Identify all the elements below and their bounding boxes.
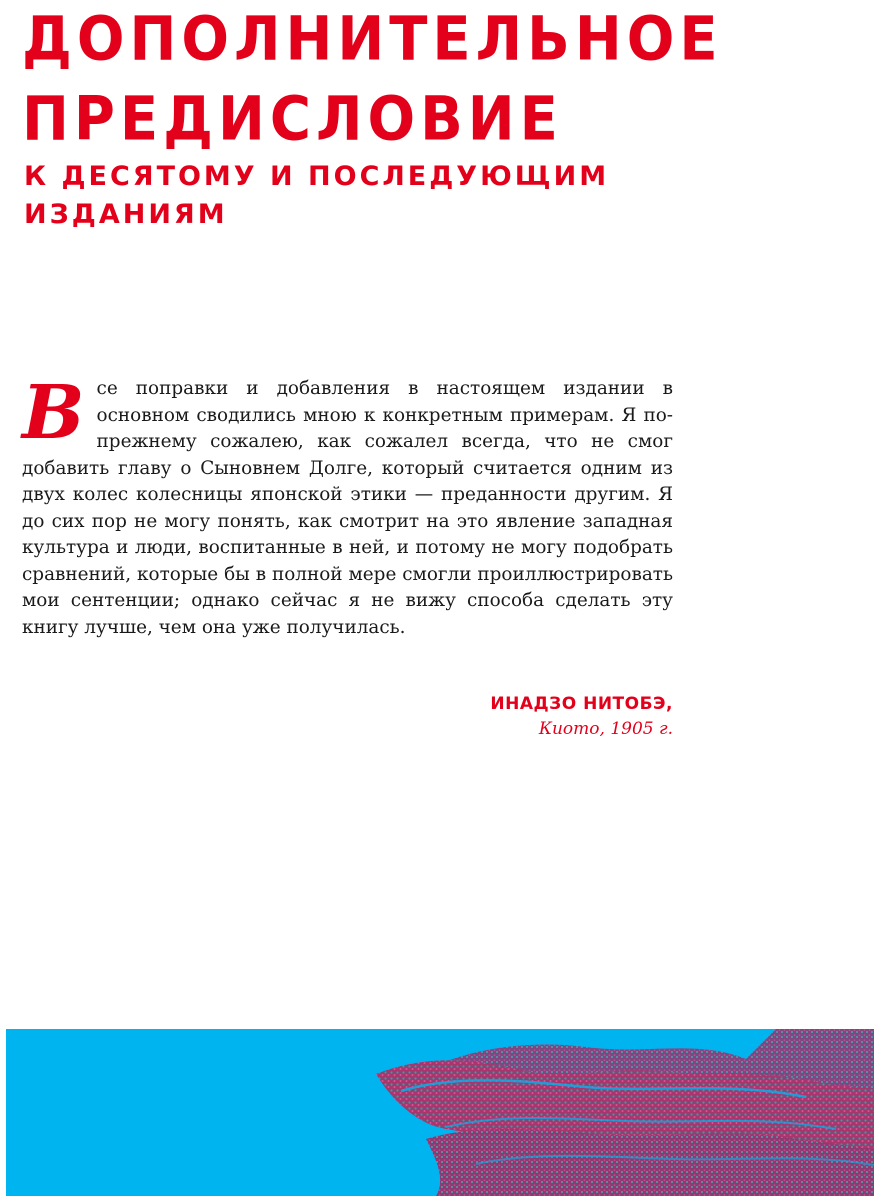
title-line-1: ДОПОЛНИТЕЛЬНОЕ [22,4,723,75]
page-subtitle [24,158,609,234]
author-name: ИНАДЗО НИТОБЭ, [490,694,673,714]
body-paragraph [22,370,673,641]
title-line-2: ПРЕДИСЛОВИЕ [22,84,563,155]
body-text: се поправки и добавления в настоящем издании в основном сводились мною к конкретным примерам. Я по-прежнему сожалею, как сожалел всегда, что не смог добавить главу о Сыновнем Долге, который считается одним из двух колес колесницы японской этики — преданности другим. Я до сих пор не могу понять, как смотрит на это явление западная культура и люди, воспитанные в ней, и потому не могу подобрать сравнений, которые бы в полной мере смогли проиллюстрировать мои сентенции; однако сейчас я не вижу способа сделать эту книгу лучше, чем она уже получилась. [22,378,673,638]
subtitle-line-1: К ДЕСЯТОМУ И ПОСЛЕДУЮЩИМ [24,161,610,192]
drop-cap: В [22,370,85,456]
wave-banner-illustration [6,1029,874,1196]
place-date: Киото, 1905 г. [538,719,673,739]
subtitle-line-2: ИЗДАНИЯМ [24,199,228,230]
page-title [22,0,723,160]
signature-block [490,692,673,742]
